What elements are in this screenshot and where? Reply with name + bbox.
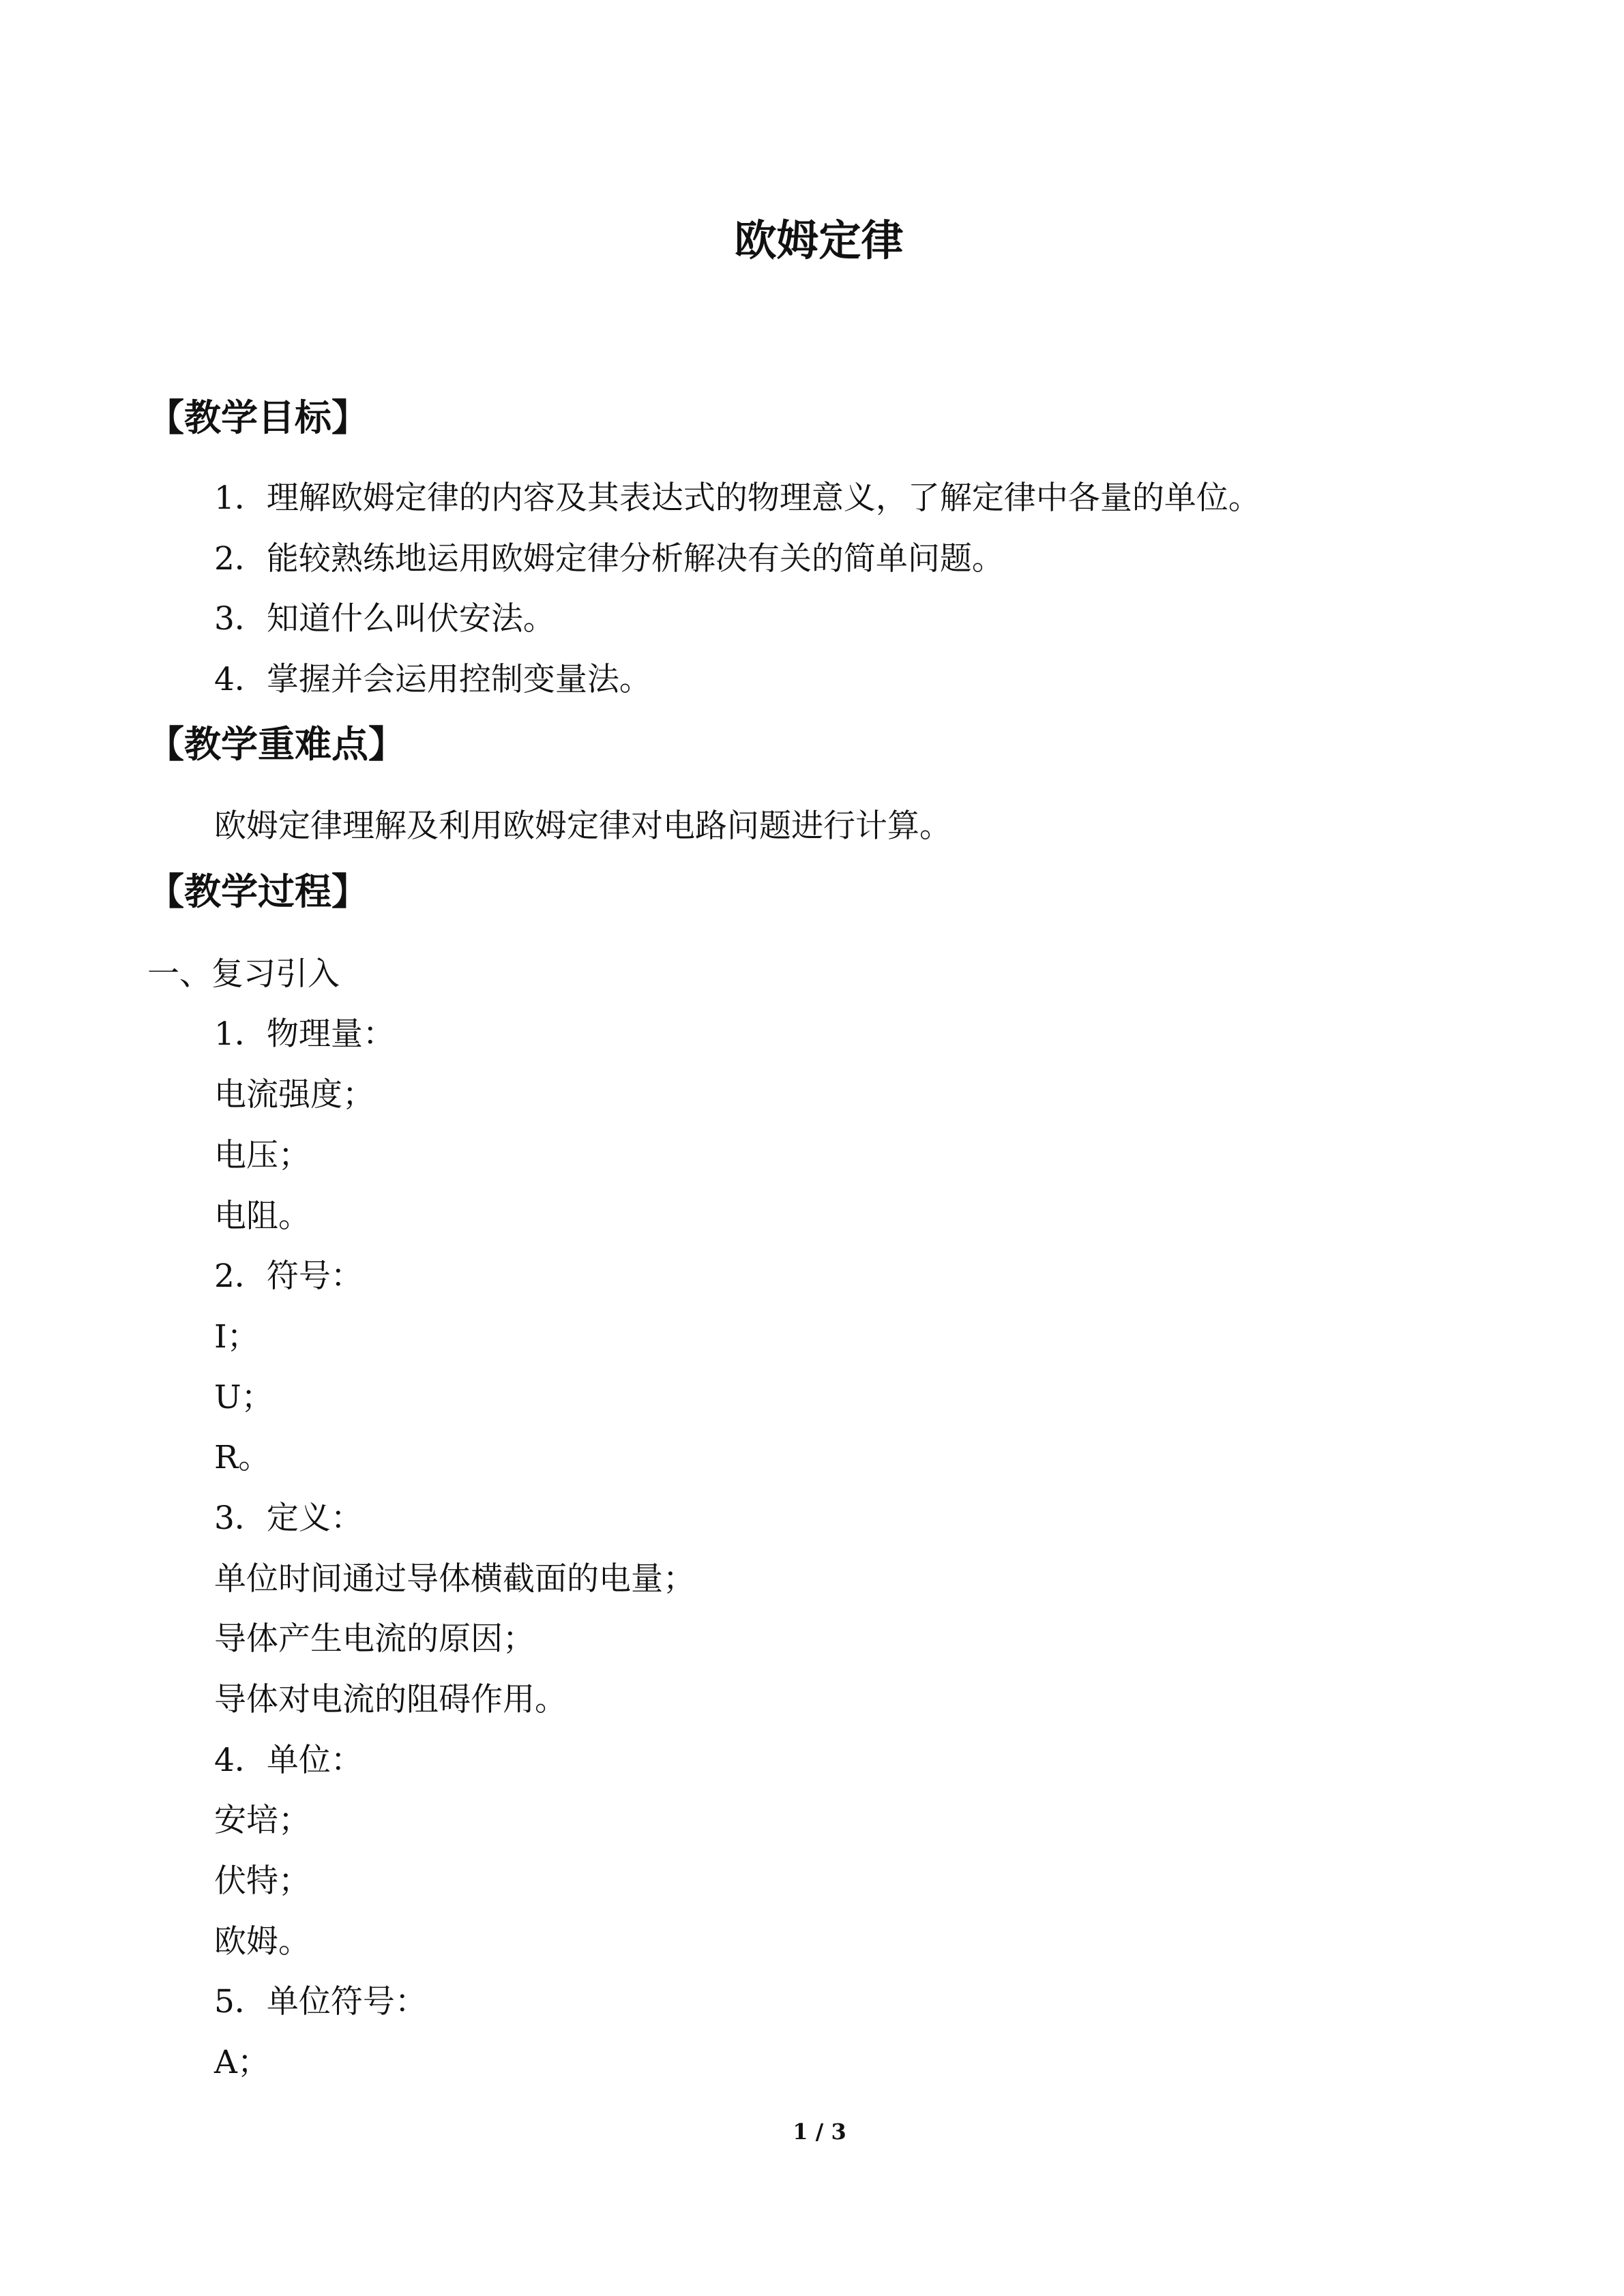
review-line: 2．符号： (214, 1257, 363, 1296)
review-line: U； (214, 1378, 274, 1416)
review-line: 伏特； (214, 1862, 310, 1900)
objective-item: 1．理解欧姆定律的内容及其表达式的物理意义，了解定律中各量的单位。 (214, 479, 1260, 517)
review-lines (0, 1004, 1624, 2093)
review-line: 3．定义： (214, 1499, 363, 1537)
page-number: 1 / 3 (793, 2119, 846, 2145)
review-line: I； (214, 1317, 259, 1356)
objective-item: 4．掌握并会运用控制变量法。 (214, 661, 651, 699)
review-line: 单位时间通过导体横截面的电量； (214, 1560, 695, 1598)
objectives-heading: 【教学目标】 (147, 396, 368, 439)
objective-item: 2．能较熟练地运用欧姆定律分析解决有关的简单问题。 (214, 539, 1004, 578)
review-line: 1．物理量： (214, 1015, 395, 1054)
document-title: 欧姆定律 (734, 215, 904, 265)
review-line: 电流强度； (214, 1076, 374, 1114)
review-line: A； (214, 2044, 269, 2082)
part-heading-review: 一、复习引入 (147, 955, 340, 994)
review-line: 电压； (214, 1136, 310, 1174)
review-line: 导体对电流的阻碍作用。 (214, 1681, 567, 1718)
key-points-heading: 【教学重难点】 (147, 722, 405, 766)
key-points-text: 欧姆定律理解及利用欧姆定律对电路问题进行计算。 (214, 807, 951, 845)
review-line: 电阻。 (214, 1197, 310, 1235)
process-heading: 【教学过程】 (147, 870, 368, 914)
review-line: 5．单位符号： (214, 1983, 427, 2021)
objective-item: 3．知道什么叫伏安法。 (214, 600, 555, 638)
review-line: 欧姆。 (214, 1922, 310, 1960)
review-line: 导体产生电流的原因； (214, 1620, 535, 1658)
review-line: 4．单位： (214, 1741, 363, 1779)
review-line: R。 (214, 1439, 271, 1477)
review-line: 安培； (214, 1802, 310, 1840)
objectives-list (0, 468, 1624, 711)
